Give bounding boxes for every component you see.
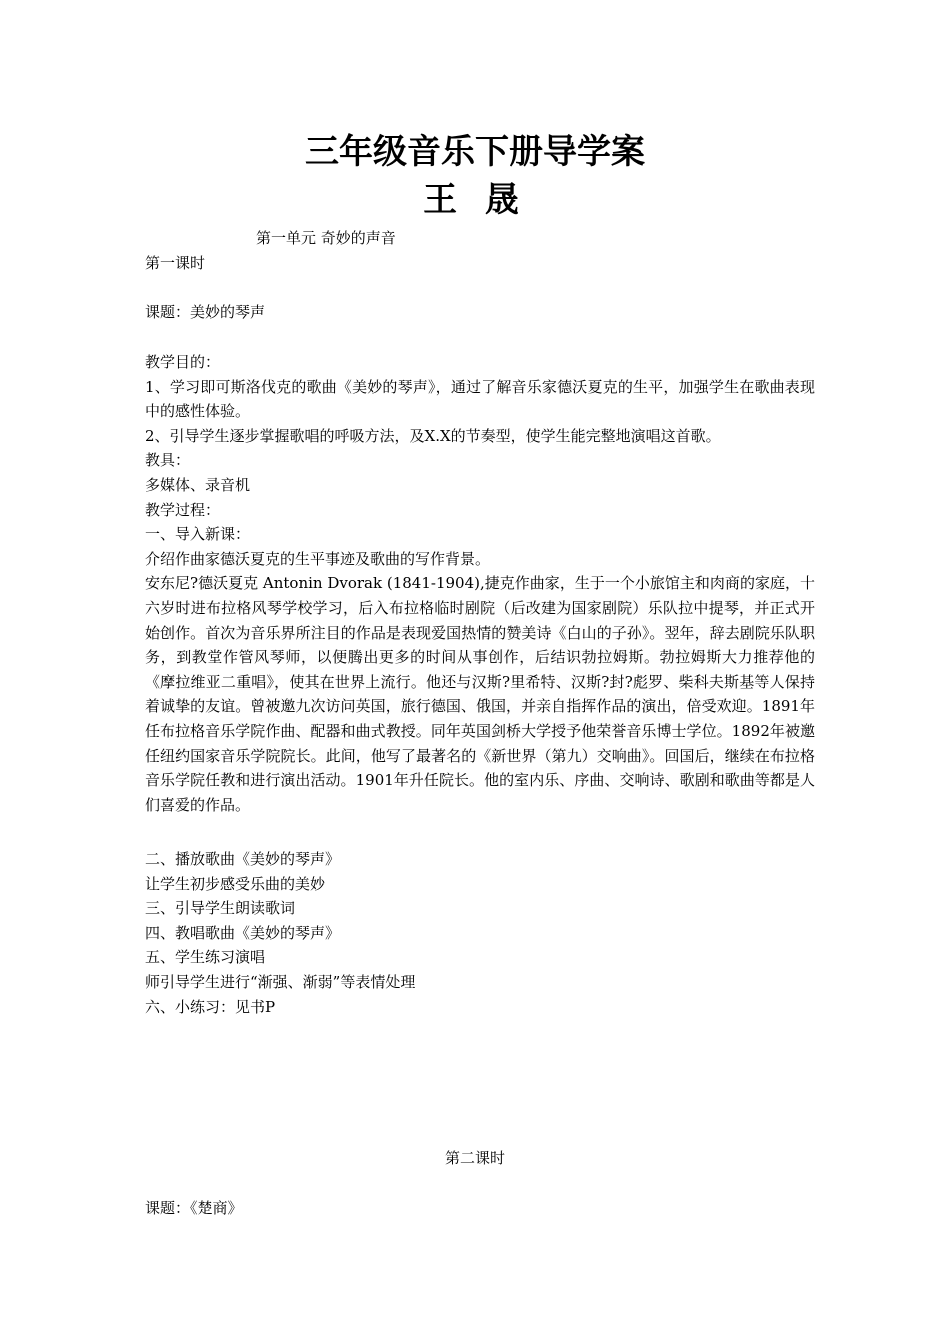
- unit-heading: 第一单元 奇妙的声音: [256, 229, 396, 247]
- step-2: 二、播放歌曲《美妙的琴声》: [145, 850, 341, 868]
- step-5-detail: 师引导学生进行“渐强、渐弱”等表情处理: [145, 972, 416, 991]
- step-1-detail: 介绍作曲家德沃夏克的生平事迹及歌曲的写作背景。: [145, 549, 491, 568]
- biography-paragraph: 安东尼?德沃夏克 Antonin Dvorak (1841-1904),捷克作曲家，生于一个小旅馆主和肉商的家庭，十六岁时进布拉格风琴学校学习，后入布拉格临时剧院（后改建为国家剧院）乐队拉中提琴，并正式开始创作。首次为音乐界所注目的作品是表现爱国热情的赞美诗《白山的子孙》。翌年，辞去剧院乐队职务，到教堂作管风琴师，以便腾出更多的时间从事创作，后结识勃拉姆斯。勃拉姆斯大力推荐他的《摩拉维亚二重唱》，使其在世界上流行。他还与汉斯?里希特、汉斯?封?彪罗、柴科夫斯基等人保持着诚挚的友谊。曾被邀九次访问英国，旅行德国、俄国，并亲自指挥作品的演出，倍受欢迎。1891年任布拉格音乐学院作曲、配器和曲式教授。同年英国剑桥大学授予他荣誉音乐博士学位。1892年被邀任纽约国家音乐学院院长。此间，他写了最著名的《新世界（第九）交响曲》。回国后，继续在布拉格音乐学院任教和进行演出活动。1901年升任院长。他的室内乐、序曲、交响诗、歌剧和歌曲等都是人们喜爱的作品。: [145, 574, 815, 814]
- tools-heading: 教具：: [145, 451, 191, 470]
- step-1: 一、导入新课：: [145, 525, 251, 544]
- author-name: 王 晟: [423, 180, 527, 220]
- step-3: 三、引导学生朗读歌词: [145, 899, 296, 918]
- lesson1-topic: 课题：美妙的琴声: [145, 303, 266, 321]
- step-4: 四、教唱歌曲《美妙的琴声》: [145, 923, 341, 942]
- lesson1-steps: [145, 847, 815, 1019]
- objective-2: 2、引导学生逐步掌握歌唱的呼吸方法，及X.X的节奏型，使学生能完整地演唱这首歌。: [145, 426, 721, 445]
- lesson1-content: [145, 350, 815, 817]
- lesson2-label: 第二课时: [444, 1149, 505, 1167]
- step-2-detail: 让学生初步感受乐曲的美妙: [145, 874, 326, 893]
- document-title: 三年级音乐下册导学案: [305, 132, 645, 172]
- lesson1-topic-block: [145, 300, 815, 325]
- tools-list: 多媒体、录音机: [145, 475, 251, 494]
- lesson2-topic: 课题：《楚商》: [145, 1199, 243, 1217]
- lesson1-label-block: [145, 251, 815, 276]
- lesson1-label: 第一课时: [145, 254, 206, 272]
- step-5: 五、学生练习演唱: [145, 948, 266, 967]
- step-6: 六、小练习：见书P: [145, 997, 276, 1016]
- lesson2-topic-block: [145, 1196, 815, 1221]
- process-heading: 教学过程：: [145, 500, 221, 519]
- objectives-heading: 教学目的：: [145, 353, 221, 371]
- objective-1: 1、学习即可斯洛伐克的歌曲《美妙的琴声》，通过了解音乐家德沃夏克的生平，加强学生在歌曲表现中的感性体验。: [145, 377, 815, 421]
